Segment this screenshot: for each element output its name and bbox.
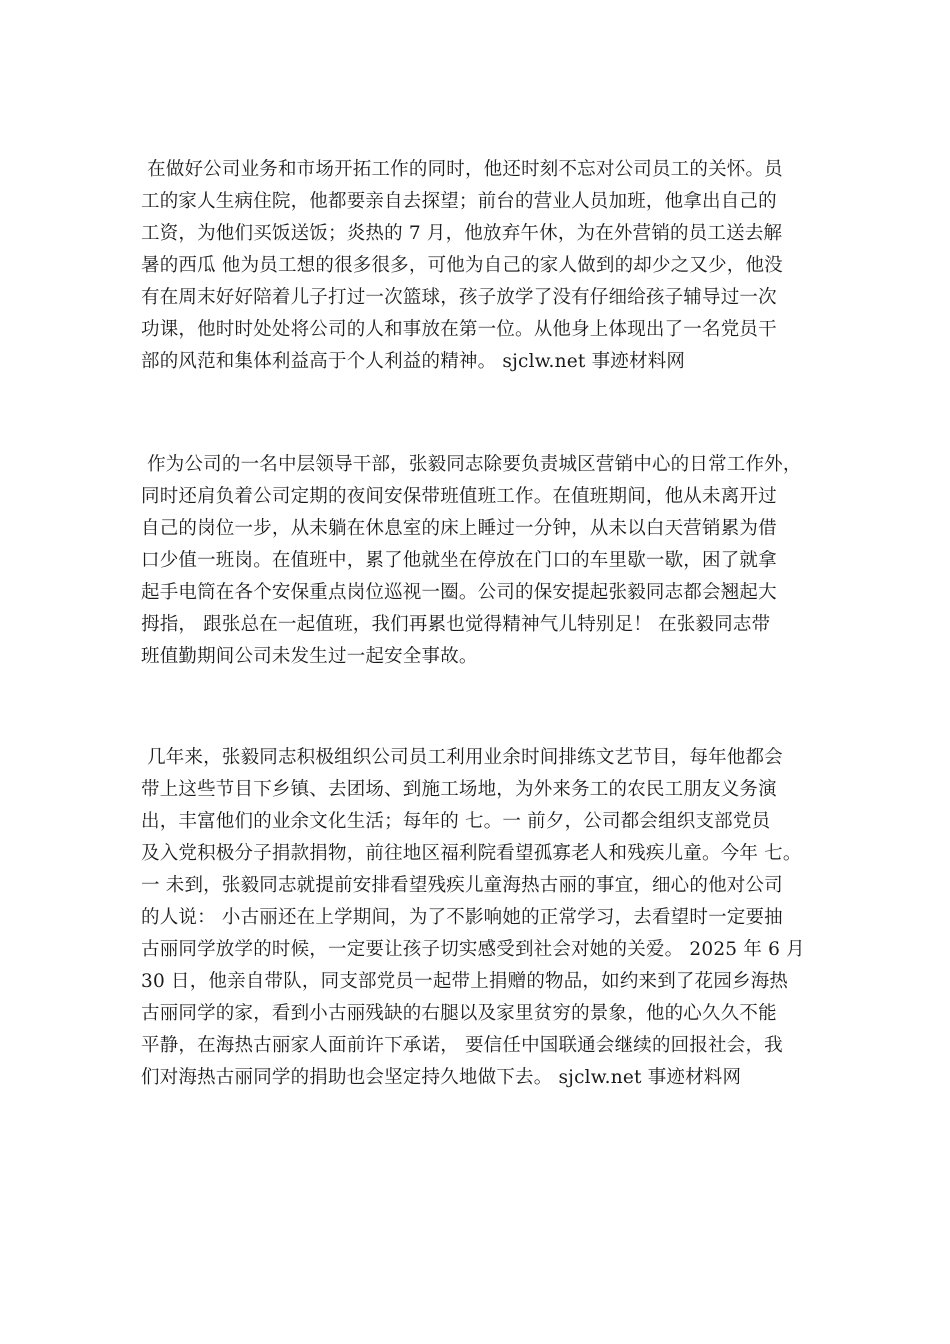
text-line: 口少值一班岗。在值班中，累了他就坐在停放在门口的车里歇一歇，困了就拿 — [141, 550, 777, 571]
paragraph-employee-care — [141, 154, 831, 378]
text-line: 工的家人生病住院，他都要亲自去探望；前台的营业人员加班，他拿出自己的 — [141, 191, 777, 212]
text-line: 带上这些节目下乡镇、去团场、到施工场地，为外来务工的农民工朋友义务演 — [141, 779, 777, 800]
paragraph-night-duty — [141, 449, 831, 673]
text-line: 出，丰富他们的业余文化生活；每年的 七。一 前夕，公司都会组织支部党员 — [141, 811, 771, 832]
text-line: 及入党积极分子捐款捐物，前往地区福利院看望孤寡老人和残疾儿童。今年 七。 — [141, 843, 802, 864]
text-line: 同时还肩负着公司定期的夜间安保带班值班工作。在值班期间，他从未离开过 — [141, 486, 777, 507]
text-line: 拇指， 跟张总在一起值班，我们再累也觉得精神气儿特别足！ 在张毅同志带 — [141, 614, 771, 635]
text-line: 功课，他时时处处将公司的人和事放在第一位。从他身上体现出了一名党员干 — [141, 319, 777, 340]
text-line: 工资，为他们买饭送饭；炎热的 7 月，他放弃午休，为在外营销的员工送去解 — [141, 223, 783, 244]
text-line: 班值勤期间公司未发生过一起安全事故。 — [141, 646, 478, 667]
text-line: 30 日，他亲自带队，同支部党员一起带上捐赠的物品，如约来到了花园乡海热 — [141, 971, 789, 992]
text-line: 有在周末好好陪着儿子打过一次篮球，孩子放学了没有仔细给孩子辅导过一次 — [141, 287, 777, 308]
text-line: 作为公司的一名中层领导干部，张毅同志除要负责城区营销中心的日常工作外， — [141, 454, 802, 475]
text-line: 古丽同学的家，看到小古丽残缺的右腿以及家里贫穷的景象，他的心久久不能 — [141, 1003, 777, 1024]
text-line: 几年来，张毅同志积极组织公司员工利用业余时间排练文艺节目，每年他都会 — [141, 747, 783, 768]
text-line: 部的风范和集体利益高于个人利益的精神。 sjclw.net 事迹材料网 — [141, 351, 686, 372]
text-line: 在做好公司业务和市场开拓工作的同时，他还时刻不忘对公司员工的关怀。员 — [141, 159, 783, 180]
text-line: 们对海热古丽同学的捐助也会坚定持久地做下去。 sjclw.net 事迹材料网 — [141, 1067, 742, 1088]
text-line: 古丽同学放学的时候，一定要让孩子切实感受到社会对她的关爱。 2025 年 6 月 — [141, 939, 805, 960]
paragraph-charity — [141, 742, 831, 1094]
text-line: 的人说： 小古丽还在上学期间，为了不影响她的正常学习，去看望时一定要抽 — [141, 907, 783, 928]
text-line: 起手电筒在各个安保重点岗位巡视一圈。公司的保安提起张毅同志都会翘起大 — [141, 582, 777, 603]
text-line: 暑的西瓜 他为员工想的很多很多，可他为自己的家人做到的却少之又少，他没 — [141, 255, 783, 276]
text-line: 平静，在海热古丽家人面前许下承诺， 要信任中国联通会继续的回报社会，我 — [141, 1035, 783, 1056]
text-line: 自己的岗位一步，从未躺在休息室的床上睡过一分钟，从未以白天营销累为借 — [141, 518, 777, 539]
text-line: 一 未到，张毅同志就提前安排看望残疾儿童海热古丽的事宜，细心的他对公司 — [141, 875, 783, 896]
